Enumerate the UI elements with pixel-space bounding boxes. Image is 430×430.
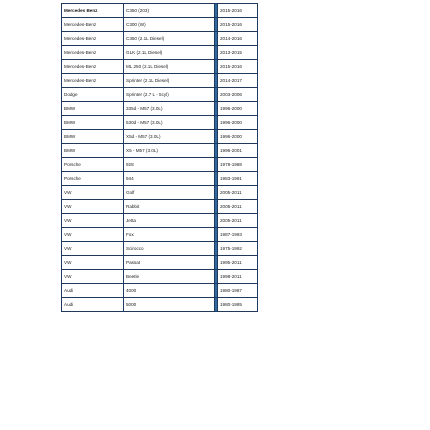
table-row xyxy=(62,200,258,214)
cell-years[interactable]: 1975-1992 xyxy=(218,242,258,256)
table-row xyxy=(62,270,258,284)
table-row xyxy=(62,186,258,200)
cell-years[interactable]: 2005-2011 xyxy=(218,214,258,228)
cell-make[interactable]: VW xyxy=(62,242,124,256)
table-row xyxy=(62,158,258,172)
cell-years[interactable]: 2005-2011 xyxy=(218,200,258,214)
cell-model[interactable]: 4000 xyxy=(124,284,215,298)
cell-model[interactable]: C350 (203) xyxy=(124,4,215,18)
cell-years[interactable]: 1980-1985 xyxy=(218,298,258,312)
cell-years[interactable]: 1978-1988 xyxy=(218,158,258,172)
cell-make[interactable]: Mercedes-Benz xyxy=(62,46,124,60)
cell-make[interactable]: BMW xyxy=(62,130,124,144)
cell-make[interactable]: Porsche xyxy=(62,172,124,186)
cell-years[interactable]: 1987-1993 xyxy=(218,228,258,242)
spreadsheet-table xyxy=(61,3,258,312)
cell-make[interactable]: Mercedes Benz xyxy=(62,4,124,18)
cell-years[interactable]: 2013-2015 xyxy=(218,46,258,60)
cell-make[interactable]: BMW xyxy=(62,102,124,116)
cell-model[interactable]: Scirocco xyxy=(124,242,215,256)
cell-make[interactable]: BMW xyxy=(62,116,124,130)
cell-model[interactable]: Jetta xyxy=(124,214,215,228)
table-row xyxy=(62,228,258,242)
cell-model[interactable]: Golf xyxy=(124,186,215,200)
cell-years[interactable]: 1996-2000 xyxy=(218,116,258,130)
table-row xyxy=(62,284,258,298)
cell-model[interactable]: 5000 xyxy=(124,298,215,312)
cell-model[interactable]: C350 (2.1L Diesel) xyxy=(124,32,215,46)
table-row xyxy=(62,256,258,270)
cell-model[interactable]: Passat xyxy=(124,256,215,270)
cell-model[interactable]: 530d - M57 (3.0L) xyxy=(124,116,215,130)
table-row xyxy=(62,298,258,312)
cell-make[interactable]: Mercedes-Benz xyxy=(62,18,124,32)
cell-years[interactable]: 1995-2011 xyxy=(218,256,258,270)
table-row xyxy=(62,214,258,228)
cell-years[interactable]: 2005-2011 xyxy=(218,186,258,200)
cell-model[interactable]: 928 xyxy=(124,158,215,172)
cell-make[interactable]: Audi xyxy=(62,284,124,298)
cell-make[interactable]: Mercedes-Benz xyxy=(62,74,124,88)
cell-model[interactable]: Sprinter (2.7 L - 5cyl) xyxy=(124,88,215,102)
cell-model[interactable]: X5d - M57 (3.0L) xyxy=(124,130,215,144)
cell-make[interactable]: VW xyxy=(62,214,124,228)
cell-years[interactable]: 1996-2000 xyxy=(218,130,258,144)
cell-model[interactable]: ML 250 (2.1L Diesel) xyxy=(124,60,215,74)
cell-years[interactable]: 1998-2011 xyxy=(218,270,258,284)
cell-years[interactable]: 2015-2016 xyxy=(218,18,258,32)
cell-make[interactable]: VW xyxy=(62,270,124,284)
cell-make[interactable]: Mercedes-Benz xyxy=(62,32,124,46)
table-row xyxy=(62,130,258,144)
table-row xyxy=(62,60,258,74)
cell-model[interactable]: 944 xyxy=(124,172,215,186)
cell-model[interactable]: Rabbit xyxy=(124,200,215,214)
cell-make[interactable]: VW xyxy=(62,256,124,270)
table-row xyxy=(62,116,258,130)
table-row xyxy=(62,32,258,46)
cell-years[interactable]: 1996-2000 xyxy=(218,102,258,116)
table-row xyxy=(62,102,258,116)
cell-model[interactable]: 335d - M57 (3.0L) xyxy=(124,102,215,116)
table-row xyxy=(62,4,258,18)
table-row xyxy=(62,88,258,102)
table-row xyxy=(62,46,258,60)
cell-years[interactable]: 2015-2016 xyxy=(218,60,258,74)
cell-model[interactable]: Beetle xyxy=(124,270,215,284)
cell-years[interactable]: 2003-2006 xyxy=(218,88,258,102)
cell-model[interactable]: Sprinter (2.1L Diesel) xyxy=(124,74,215,88)
cell-make[interactable]: BMW xyxy=(62,144,124,158)
cell-years[interactable]: 1980-1987 xyxy=(218,284,258,298)
cell-make[interactable]: Porsche xyxy=(62,158,124,172)
cell-model[interactable]: X5 - M57 (3.0L) xyxy=(124,144,215,158)
cell-years[interactable]: 1996-2001 xyxy=(218,144,258,158)
table-row xyxy=(62,74,258,88)
cell-make[interactable]: VW xyxy=(62,186,124,200)
cell-model[interactable]: GLK (2.1L Diesel) xyxy=(124,46,215,60)
cell-make[interactable]: VW xyxy=(62,200,124,214)
cell-make[interactable]: Dodge xyxy=(62,88,124,102)
cell-make[interactable]: Mercedes-Benz xyxy=(62,60,124,74)
table-row xyxy=(62,18,258,32)
cell-years[interactable]: 1983-1991 xyxy=(218,172,258,186)
cell-model[interactable]: C300 (W) xyxy=(124,18,215,32)
table-row xyxy=(62,144,258,158)
table-body xyxy=(62,4,258,312)
cell-make[interactable]: Audi xyxy=(62,298,124,312)
cell-make[interactable]: VW xyxy=(62,228,124,242)
cell-years[interactable]: 2015-2016 xyxy=(218,4,258,18)
table-row xyxy=(62,172,258,186)
cell-years[interactable]: 2014-2017 xyxy=(218,74,258,88)
table-row xyxy=(62,242,258,256)
cell-years[interactable]: 2014-2016 xyxy=(218,32,258,46)
cell-model[interactable]: Fox xyxy=(124,228,215,242)
